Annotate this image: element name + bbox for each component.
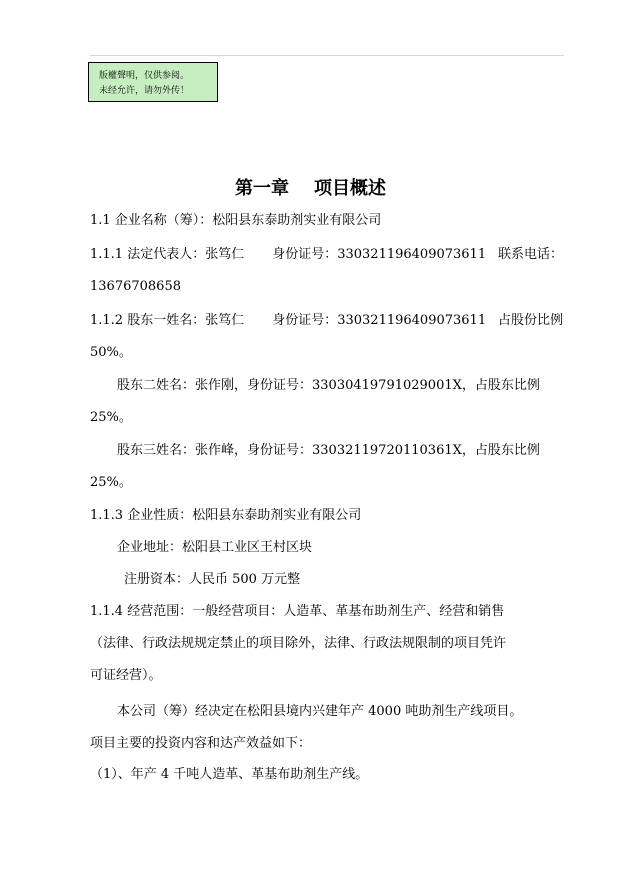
enterprise-nature-line: 1.1.3 企业性质：松阳县东泰助剂实业有限公司 xyxy=(90,508,362,523)
enterprise-address-line: 企业地址：松阳县工业区王村区块 xyxy=(117,540,313,555)
copyright-notice-box xyxy=(88,62,218,102)
shareholder-one-share-label: 占股份比例 xyxy=(497,313,563,328)
decision-line-1: 本公司（筹）经决定在松阳县境内兴建年产 4000 吨助剂生产线项目。 xyxy=(117,704,523,719)
legal-rep-line xyxy=(90,247,486,263)
notice-line-1: 版權聲明，仅供参阅。 xyxy=(99,71,190,81)
shareholder-one-line xyxy=(90,313,486,329)
chapter-title: 第一章 项目概述 xyxy=(234,178,387,199)
shareholder-one-id: 身份证号：330321196409073611 xyxy=(272,313,487,328)
legal-rep-id: 身份证号：330321196409073611 xyxy=(272,247,487,262)
shareholder-one-share: 50%。 xyxy=(90,345,132,360)
shareholder-two-share: 25%。 xyxy=(90,410,132,425)
legal-rep-phone: 13676708658 xyxy=(90,279,181,294)
header-rule xyxy=(90,55,564,56)
legal-rep-phone-label: 联系电话： xyxy=(497,247,563,262)
shareholder-two-line: 股东二姓名：张作刚，身份证号：33030419791029001X，占股东比例 xyxy=(117,378,540,393)
decision-line-3: （1）、年产 4 千吨人造革、革基布助剂生产线。 xyxy=(90,767,369,782)
notice-line-2: 未经允许，请勿外传！ xyxy=(99,86,190,96)
shareholder-one-label: 1.1.2 股东一姓名：张笃仁 xyxy=(90,313,245,328)
business-scope-line-2: （法律、行政法规规定禁止的项目除外，法律、行政法规限制的项目凭许 xyxy=(90,636,507,651)
registered-capital-line: 注册资本：人民币 500 万元整 xyxy=(124,572,301,587)
legal-rep-label: 1.1.1 法定代表人：张笃仁 xyxy=(90,247,245,262)
shareholder-three-line: 股东三姓名：张作峰，身份证号：33032119720110361X，占股东比例 xyxy=(117,443,540,458)
company-name-line: 1.1 企业名称（筹）：松阳县东泰助剂实业有限公司 xyxy=(90,213,382,228)
business-scope-line-3: 可证经营）。 xyxy=(90,668,162,683)
business-scope-line-1: 1.1.4 经营范围：一般经营项目：人造革、革基布助剂生产、经营和销售 xyxy=(90,604,505,619)
shareholder-three-share: 25%。 xyxy=(90,475,132,490)
decision-line-2: 项目主要的投资内容和达产效益如下： xyxy=(90,736,312,751)
